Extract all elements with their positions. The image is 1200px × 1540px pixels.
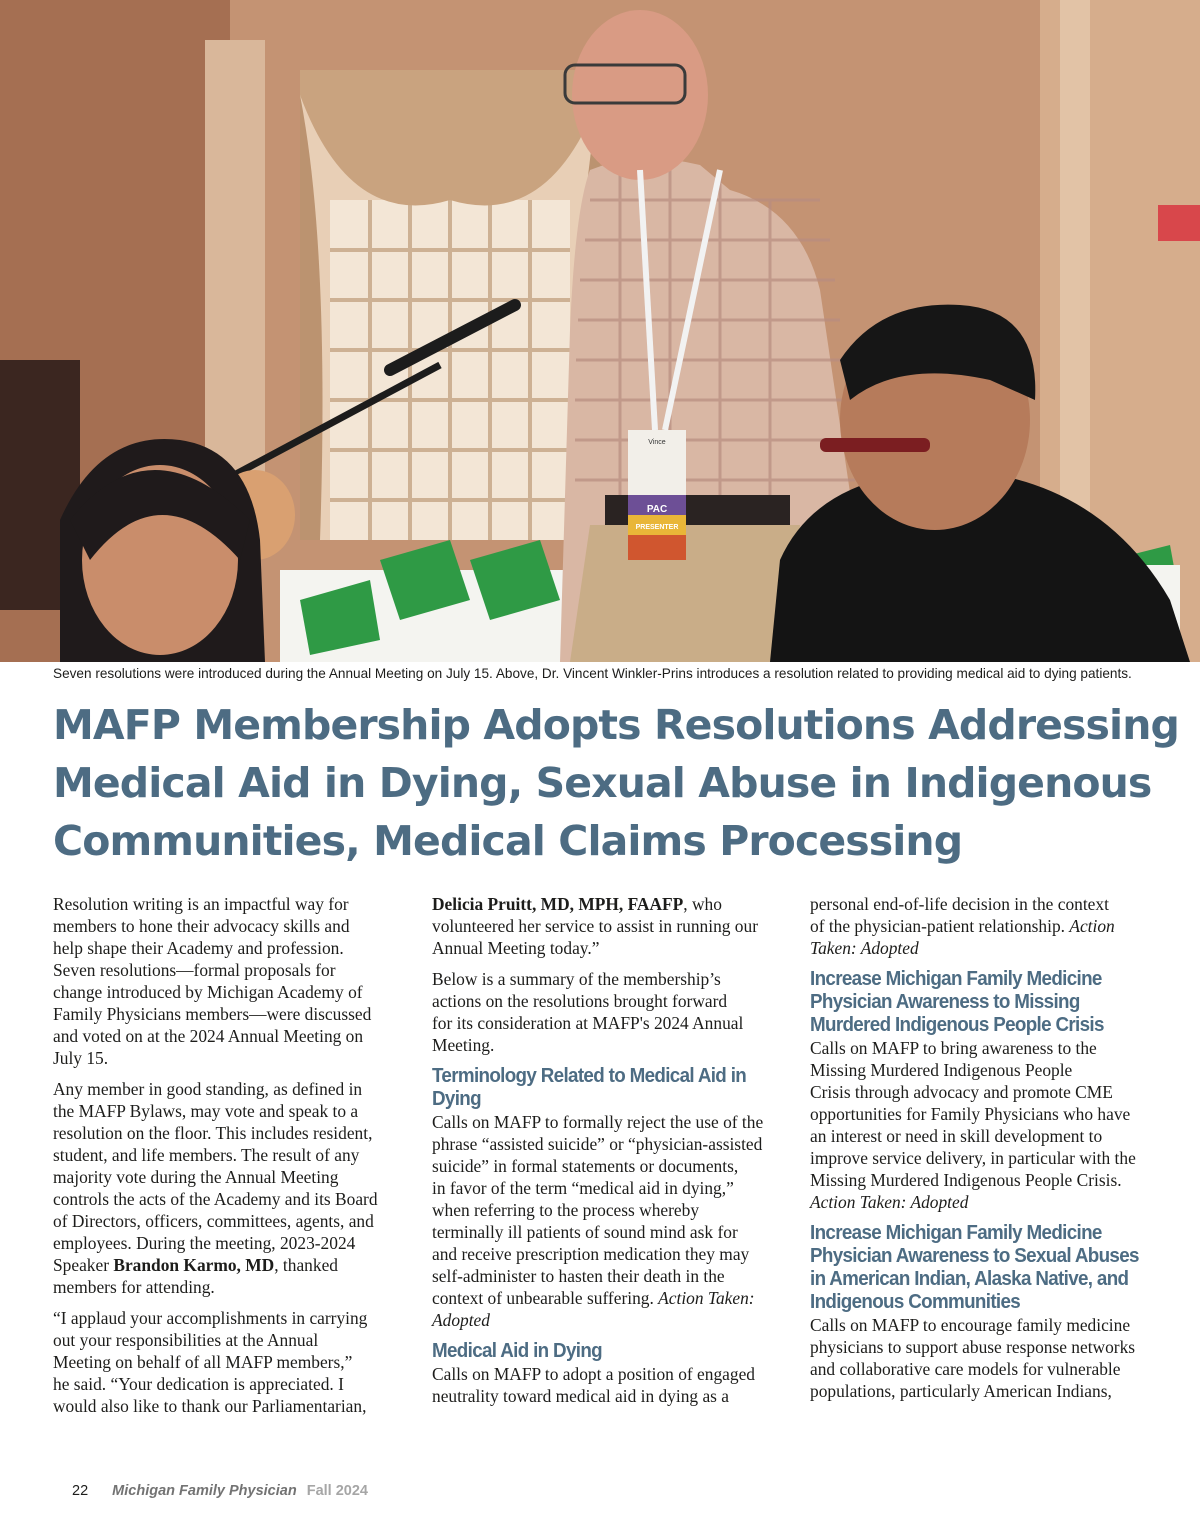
issue-label: Fall 2024 — [306, 1483, 368, 1499]
text-line: he said. “Your dedication is appreciated. I — [53, 1374, 344, 1394]
subheading-missing-murdered — [810, 968, 1148, 1037]
speaker-name: Brandon Karmo, MD — [113, 1255, 275, 1275]
text-line — [53, 1254, 411, 1276]
subheading-sexual-abuses — [810, 1222, 1148, 1314]
terminology-paragraph — [432, 1111, 790, 1331]
sexual-abuses-paragraph — [810, 1314, 1170, 1402]
text-line: Below is a summary of the membership’s — [432, 969, 721, 989]
page-footer — [72, 1482, 368, 1500]
subheading-line: Increase Michigan Family Medicine — [810, 968, 1102, 990]
text-line: resolution on the floor. This includes resident, — [53, 1123, 373, 1143]
subheading-line: Indigenous Communities — [810, 1291, 1021, 1313]
headline-line-3: Communities, Medical Claims Processing — [53, 817, 963, 865]
text-fragment: , who — [683, 894, 722, 914]
text-line: majority vote during the Annual Meeting — [53, 1167, 339, 1187]
text-line: physicians to support abuse response networks — [810, 1337, 1136, 1357]
text-line: controls the acts of the Academy and its Board — [53, 1189, 378, 1209]
text-line — [810, 915, 1170, 937]
text-line: of Directors, officers, committees, agents, and — [53, 1211, 374, 1231]
window-panes — [330, 200, 570, 540]
subheading-line: in American Indian, Alaska Native, and — [810, 1268, 1129, 1290]
text-line: the MAFP Bylaws, may vote and speak to a — [53, 1101, 359, 1121]
subheading-line: Physician Awareness to Missing — [810, 991, 1080, 1013]
text-line: Calls on MAFP to adopt a position of engaged — [432, 1364, 755, 1384]
quote-paragraph — [53, 1307, 411, 1417]
subheading-line: Dying — [432, 1088, 481, 1110]
text-line — [810, 1191, 1170, 1213]
intro-paragraph — [53, 893, 411, 1069]
text-line: Seven resolutions—formal proposals for — [53, 960, 336, 980]
badge-name: Vince — [648, 439, 666, 446]
text-line: and collaborative care models for vulnerable — [810, 1359, 1121, 1379]
text-line: and receive prescription medication they may — [432, 1244, 750, 1264]
text-line: Any member in good standing, as defined in — [53, 1079, 363, 1099]
meeting-photo-illustration — [0, 0, 1200, 662]
hero-photo — [0, 0, 1200, 662]
column-2 — [432, 893, 790, 1416]
speaker-prefix: Speaker — [53, 1255, 114, 1275]
headline-line-2: Medical Aid in Dying, Sexual Abuse in Indigenous — [53, 759, 1152, 807]
subheading-line: Increase Michigan Family Medicine — [810, 1222, 1102, 1244]
seated-woman-figure — [60, 439, 295, 662]
text-line: Calls on MAFP to encourage family medicine — [810, 1315, 1131, 1335]
page-number: 22 — [72, 1483, 89, 1499]
text-line — [432, 1287, 790, 1309]
text-line: improve service delivery, in particular with the — [810, 1148, 1136, 1168]
action-taken-value: Adopted — [432, 1310, 490, 1330]
text-line: neutrality toward medical aid in dying as a — [432, 1386, 729, 1406]
missing-murdered-paragraph — [810, 1037, 1170, 1213]
text-line: Crisis through advocacy and promote CME — [810, 1082, 1113, 1102]
text-line: Resolution writing is an impactful way for — [53, 894, 349, 914]
voting-paragraph — [53, 1078, 411, 1298]
badge-tag-pac: PAC — [646, 504, 668, 515]
text-line: when referring to the process whereby — [432, 1200, 700, 1220]
text-line: members to hone their advocacy skills and — [53, 916, 350, 936]
summary-paragraph — [432, 968, 790, 1056]
text-line: for its consideration at MAFP's 2024 Annual — [432, 1013, 744, 1033]
text-line: Family Physicians members—were discussed — [53, 1004, 372, 1024]
subheading-terminology — [432, 1065, 769, 1111]
text-line: Missing Murdered Indigenous People — [810, 1060, 1073, 1080]
text-fragment: context of unbearable suffering. — [432, 1288, 659, 1308]
subheading-medical-aid — [432, 1340, 769, 1363]
text-line: help shape their Academy and profession. — [53, 938, 344, 958]
text-line: actions on the resolutions brought forward — [432, 991, 728, 1011]
magazine-title: Michigan Family Physician — [112, 1483, 297, 1499]
text-line: an interest or need in skill development to — [810, 1126, 1103, 1146]
text-line: July 15. — [53, 1048, 109, 1068]
column-3 — [810, 893, 1170, 1411]
text-line: opportunities for Family Physicians who have — [810, 1104, 1131, 1124]
speaker-suffix: , thanked — [274, 1255, 338, 1275]
text-line: student, and life members. The result of any — [53, 1145, 360, 1165]
text-line: out your responsibilities at the Annual — [53, 1330, 319, 1350]
text-line — [810, 937, 1170, 959]
parliamentarian-paragraph — [432, 893, 790, 959]
action-taken-label: Action — [1069, 916, 1115, 936]
text-line: volunteered her service to assist in running our — [432, 916, 758, 936]
article-headline — [53, 696, 1179, 870]
text-line: members for attending. — [53, 1277, 215, 1297]
text-line — [432, 1309, 790, 1331]
action-taken-value: Taken: Adopted — [810, 938, 919, 958]
text-line: employees. During the meeting, 2023-2024 — [53, 1233, 356, 1253]
text-line: self-administer to hasten their death in the — [432, 1266, 725, 1286]
text-line: Calls on MAFP to formally reject the use of the — [432, 1112, 764, 1132]
text-line: Annual Meeting today.” — [432, 938, 600, 958]
column-1 — [53, 893, 411, 1426]
text-line: in favor of the term “medical aid in dying,” — [432, 1178, 734, 1198]
text-line: Meeting. — [432, 1035, 495, 1055]
parliamentarian-name: Delicia Pruitt, MD, MPH, FAAFP — [432, 894, 684, 914]
action-taken-label: Action Taken: — [658, 1288, 755, 1308]
text-line: terminally ill patients of sound mind ask for — [432, 1222, 738, 1242]
text-line: change introduced by Michigan Academy of — [53, 982, 363, 1002]
subheading-line: Terminology Related to Medical Aid in — [432, 1065, 747, 1087]
medical-aid-paragraph — [432, 1363, 790, 1407]
text-line: personal end-of-life decision in the context — [810, 894, 1109, 914]
text-line: would also like to thank our Parliamentarian, — [53, 1396, 367, 1416]
text-line: “I applaud your accomplishments in carrying — [53, 1308, 368, 1328]
text-line: populations, particularly American Indians, — [810, 1381, 1112, 1401]
photo-caption: Seven resolutions were introduced during the Annual Meeting on July 15. Above, Dr. Vincent Winkler-Prins introduces a resolution related to providing medical aid to dying patients. — [53, 666, 1132, 681]
text-line: and voted on at the 2024 Annual Meeting on — [53, 1026, 364, 1046]
headline-line-1: MAFP Membership Adopts Resolutions Addressing — [53, 701, 1179, 749]
text-fragment: of the physician-patient relationship. — [810, 916, 1070, 936]
text-line — [432, 893, 790, 915]
badge-tag-presenter: PRESENTER — [635, 524, 679, 531]
text-line: Calls on MAFP to bring awareness to the — [810, 1038, 1097, 1058]
text-line: phrase “assisted suicide” or “physician-assisted — [432, 1134, 763, 1154]
subheading-line: Physician Awareness to Sexual Abuses — [810, 1245, 1139, 1267]
text-line: Missing Murdered Indigenous People Crisis. — [810, 1170, 1122, 1190]
exit-sign-icon — [1158, 205, 1200, 241]
text-line: Meeting on behalf of all MAFP members,” — [53, 1352, 353, 1372]
action-taken: Action Taken: Adopted — [810, 1192, 969, 1212]
subheading-line: Medical Aid in Dying — [432, 1340, 602, 1362]
subheading-line: Murdered Indigenous People Crisis — [810, 1014, 1104, 1036]
text-line: suicide” in formal statements or documents, — [432, 1156, 739, 1176]
end-of-life-paragraph — [810, 893, 1170, 959]
